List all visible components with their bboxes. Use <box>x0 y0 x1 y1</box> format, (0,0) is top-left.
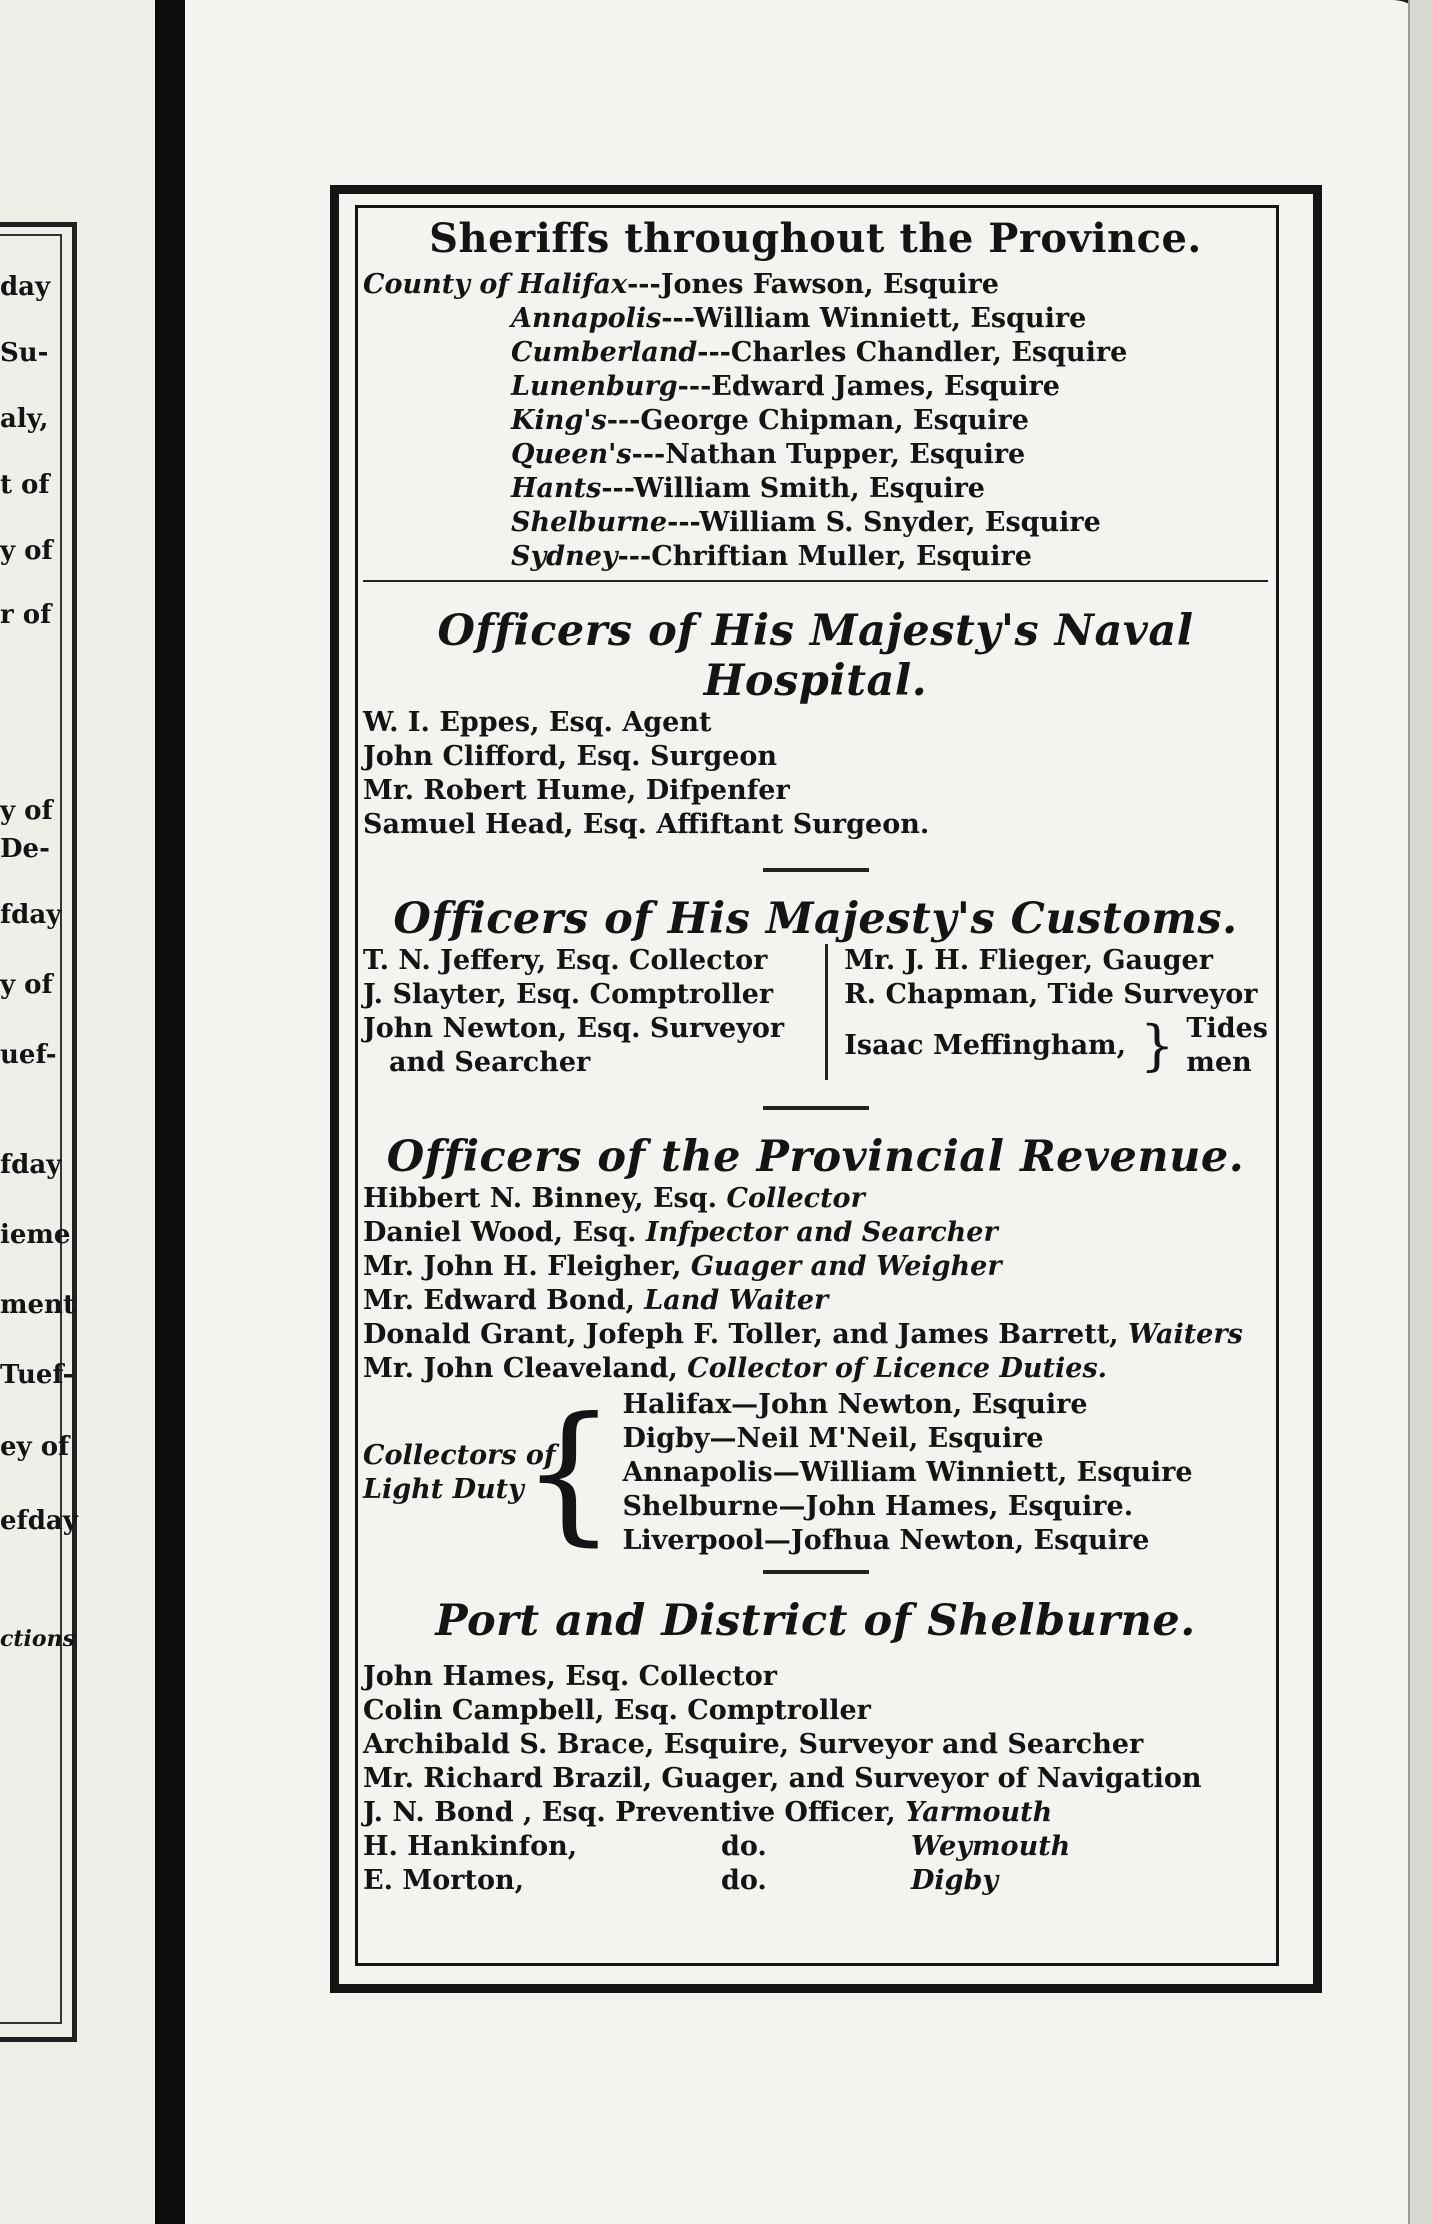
revenue-officer-row <box>363 1284 1268 1318</box>
facing-text-fragment: ment <box>0 1290 75 1320</box>
officer-place: Digby <box>911 1865 999 1896</box>
officer-role: Collector <box>726 1183 865 1214</box>
county-name: Queen's <box>511 439 632 470</box>
sheriff-row <box>511 302 1268 336</box>
collector-row: Liverpool—Jofhua Newton, Esquire <box>622 1525 1150 1556</box>
facing-text-fragment: y of <box>0 970 53 1000</box>
facing-page <box>0 0 155 2224</box>
customs-right-column <box>828 944 1268 1080</box>
collector-row: Shelburne—John Hames, Esquire. <box>622 1491 1134 1522</box>
collectors-list <box>622 1388 1192 1558</box>
facing-text-fragment: fday <box>0 1150 62 1180</box>
facing-text-fragment: Su- <box>0 338 49 368</box>
county-name: Hants <box>511 473 602 504</box>
facing-page-inner-border <box>0 234 62 2024</box>
customs-officer-row: R. Chapman, Tide Surveyor <box>844 979 1258 1010</box>
shelburne-officer-row <box>363 1796 1268 1830</box>
sheriff-name: Charles Chandler, Esquire <box>730 337 1128 368</box>
officer-name: E. Morton, <box>363 1865 525 1896</box>
tidesman-name: Isaac Meffingham, <box>844 1030 1127 1061</box>
light-duty-collectors <box>363 1388 1268 1558</box>
customs-officer-row: John Newton, Esq. Surveyor <box>363 1013 785 1044</box>
county-name: King's <box>511 405 607 436</box>
page-content <box>363 215 1268 1898</box>
facing-text-fragment: aly, <box>0 404 49 434</box>
section-divider <box>363 580 1268 582</box>
customs-heading: Officers of His Majesty's Customs. <box>393 894 1238 944</box>
ditto-mark: do. <box>721 1831 767 1862</box>
officer-role: Collector of Licence Duties. <box>687 1353 1108 1384</box>
facing-text-fragment: y of <box>0 536 53 566</box>
short-divider <box>763 1570 869 1574</box>
facing-text-fragment: De- <box>0 834 50 864</box>
facing-text-fragment: fday <box>0 900 62 930</box>
officer-role: Waiters <box>1127 1319 1243 1350</box>
sheriff-name: William Smith, Esquire <box>633 473 985 504</box>
collectors-label <box>363 1439 556 1507</box>
revenue-officer-row <box>363 1216 1268 1250</box>
sheriff-row <box>511 540 1268 574</box>
naval-officer-row: Samuel Head, Esq. Affiftant Surgeon. <box>363 809 930 840</box>
county-name: Annapolis <box>511 303 662 334</box>
sheriff-row <box>511 438 1268 472</box>
revenue-heading: Officers of the Provincial Revenue. <box>386 1132 1245 1182</box>
separator: --- <box>667 507 700 538</box>
revenue-officer-row <box>363 1182 1268 1216</box>
facing-text-fragment: day <box>0 272 51 302</box>
sheriff-list <box>511 302 1268 574</box>
sheriff-name: Chriftian Muller, Esquire <box>651 541 1032 572</box>
customs-officer-row: J. Slayter, Esq. Comptroller <box>363 979 774 1010</box>
book-gutter <box>155 0 185 2224</box>
facing-text-fragment: t of <box>0 470 50 500</box>
facing-text-fragment: ey of <box>0 1432 70 1462</box>
naval-officer-row: John Clifford, Esq. Surgeon <box>363 741 778 772</box>
facing-text-fragment: ieme <box>0 1220 71 1250</box>
officer-name: Mr. John H. Fleigher, <box>363 1251 682 1282</box>
officer-role: Land Waiter <box>644 1285 829 1316</box>
sheriff-row <box>511 404 1268 438</box>
brace-glyph: } <box>1140 1014 1175 1077</box>
naval-hospital-heading: Officers of His Majesty's Naval Hospital. <box>437 606 1194 706</box>
separator: --- <box>601 473 634 504</box>
county-name: Cumberland <box>511 337 698 368</box>
officer-name: Mr. John Cleaveland, <box>363 1353 678 1384</box>
sheriff-name: Nathan Tupper, Esquire <box>665 439 1026 470</box>
county-name: Shelburne <box>511 507 668 538</box>
sheriff-row <box>363 268 1268 302</box>
separator: --- <box>627 269 661 300</box>
sheriff-row <box>511 370 1268 404</box>
revenue-officer-row <box>363 1352 1268 1386</box>
separator: --- <box>617 541 652 572</box>
facing-text-fragment: Tuef- <box>0 1360 74 1390</box>
document-page <box>185 0 1432 2224</box>
facing-text-fragment: uef- <box>0 1040 57 1070</box>
facing-text-fragment: ctions <box>0 1626 75 1652</box>
naval-officer-row: W. I. Eppes, Esq. Agent <box>363 707 712 738</box>
county-name: Lunenburg <box>511 371 678 402</box>
sheriff-name: Edward James, Esquire <box>711 371 1060 402</box>
separator: --- <box>697 337 731 368</box>
customs-officer-row: T. N. Jeffery, Esq. Collector <box>363 945 768 976</box>
collector-row: Digby—Neil M'Neil, Esquire <box>622 1423 1044 1454</box>
naval-officer-row: Mr. Robert Hume, Difpenfer <box>363 775 790 806</box>
customs-columns <box>363 944 1268 1080</box>
ditto-mark: do. <box>721 1865 767 1896</box>
separator: --- <box>677 371 712 402</box>
customs-left-column <box>363 944 828 1080</box>
county-name: County of Halifax <box>363 269 628 300</box>
shelburne-officer-row: John Hames, Esq. Collector <box>363 1661 777 1692</box>
collector-row: Annapolis—William Winniett, Esquire <box>622 1457 1193 1488</box>
officer-name: J. N. Bond , Esq. Preventive Officer, <box>363 1797 896 1828</box>
shelburne-officer-row: Archibald S. Brace, Esquire, Surveyor and Searcher <box>363 1729 1144 1760</box>
sheriff-name: William S. Snyder, Esquire <box>699 507 1101 538</box>
revenue-officer-row <box>363 1318 1268 1352</box>
facing-text-fragment: efday <box>0 1506 78 1536</box>
separator: --- <box>631 439 666 470</box>
officer-place: Yarmouth <box>905 1797 1053 1828</box>
revenue-officer-row <box>363 1250 1268 1284</box>
sheriff-name: Jones Fawson, Esquire <box>660 269 999 300</box>
customs-officer-row: Mr. J. H. Flieger, Gauger <box>844 945 1213 976</box>
tidesmen-group <box>844 1012 1268 1080</box>
officer-name: Daniel Wood, Esq. <box>363 1217 637 1248</box>
collectors-label-line: Light Duty <box>363 1474 524 1505</box>
facing-text-fragment: y of <box>0 796 53 826</box>
facing-text-fragment: r of <box>0 600 52 630</box>
sheriff-row <box>511 336 1268 370</box>
shelburne-ditto-table <box>363 1830 1268 1898</box>
sheriff-row <box>511 506 1268 540</box>
tidesmen-label <box>1186 1012 1268 1080</box>
shelburne-officer-row: Colin Campbell, Esq. Comptroller <box>363 1695 871 1726</box>
short-divider <box>763 868 869 872</box>
officer-name: Hibbert N. Binney, Esq. <box>363 1183 718 1214</box>
officer-role: Guager and Weigher <box>690 1251 1002 1282</box>
separator: --- <box>606 405 641 436</box>
short-divider <box>763 1106 869 1110</box>
tidesmen-label-line: men <box>1186 1047 1252 1078</box>
sheriff-row <box>511 472 1268 506</box>
customs-officer-row: and Searcher <box>389 1047 591 1078</box>
officer-role: Infpector and Searcher <box>645 1217 998 1248</box>
collector-row: Halifax—John Newton, Esquire <box>622 1389 1088 1420</box>
sheriff-name: George Chipman, Esquire <box>640 405 1029 436</box>
officer-name: Donald Grant, Jofeph F. Toller, and James Barrett, <box>363 1319 1119 1350</box>
officer-place: Weymouth <box>911 1831 1071 1862</box>
officer-name: Mr. Edward Bond, <box>363 1285 635 1316</box>
shelburne-heading: Port and District of Shelburne. <box>435 1596 1196 1646</box>
sheriff-name: William Winniett, Esquire <box>693 303 1087 334</box>
tidesmen-label-line: Tides <box>1186 1013 1268 1044</box>
page-edge <box>1408 0 1432 2224</box>
collectors-label-line: Collectors of <box>363 1440 556 1471</box>
county-name: Sydney <box>511 541 618 572</box>
separator: --- <box>661 303 694 334</box>
sheriffs-heading: Sheriffs throughout the Province. <box>429 215 1202 262</box>
shelburne-officer-row: Mr. Richard Brazil, Guager, and Surveyor of Navigation <box>363 1763 1202 1794</box>
officer-name: H. Hankinfon, <box>363 1831 578 1862</box>
brace-glyph: { <box>521 1386 617 1560</box>
